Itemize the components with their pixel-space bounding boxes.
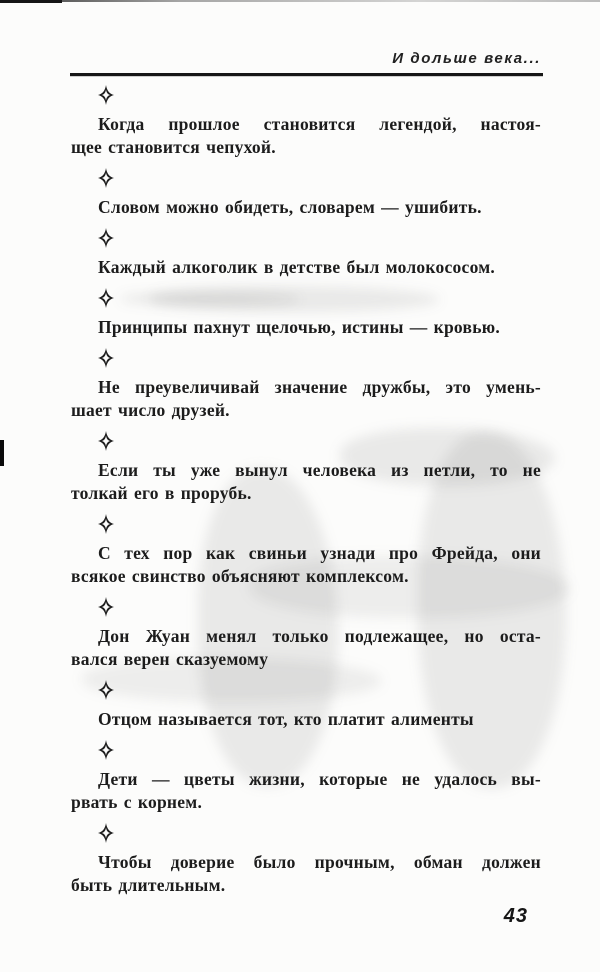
- aphorism-line: Не преувеличивай значение дружбы, это умень-: [98, 377, 541, 397]
- four-pointed-star-icon: [98, 168, 114, 188]
- separator: [98, 597, 541, 617]
- scan-left-edge-artifact: [0, 440, 4, 466]
- four-pointed-star-icon: [98, 597, 114, 617]
- page-number: 43: [503, 905, 528, 927]
- aphorism-text: [71, 768, 541, 814]
- aphorism-line: всякое свинство объясняют комплексом.: [71, 566, 409, 586]
- aphorism-text: [71, 851, 541, 897]
- aphorism-block: [71, 597, 541, 671]
- aphorism-text: [71, 376, 541, 422]
- aphorism-line: Отцом называется тот, кто платит алименты: [98, 709, 474, 729]
- aphorism-block: [71, 740, 541, 814]
- four-pointed-star-icon: [98, 85, 114, 105]
- four-pointed-star-icon: [98, 288, 114, 308]
- separator: [98, 823, 541, 843]
- separator: [98, 740, 541, 760]
- aphorism-line: С тех пор как свиньи узнади про Фрейда, они: [98, 543, 541, 563]
- separator: [98, 514, 541, 534]
- aphorism-block: [71, 228, 541, 279]
- four-pointed-star-icon: [98, 514, 114, 534]
- separator: [98, 168, 541, 188]
- four-pointed-star-icon: [98, 228, 114, 248]
- aphorism-line: Словом можно обидеть, словарем — ушибить.: [98, 197, 482, 217]
- aphorism-text: [71, 196, 541, 219]
- separator: [98, 348, 541, 368]
- aphorism-line: шает число друзей.: [71, 400, 230, 420]
- aphorism-block: [71, 288, 541, 339]
- separator: [98, 680, 541, 700]
- aphorism-block: [71, 168, 541, 219]
- four-pointed-star-icon: [98, 680, 114, 700]
- four-pointed-star-icon: [98, 740, 114, 760]
- aphorism-block: [71, 85, 541, 159]
- aphorism-line: щее становится чепухой.: [71, 137, 276, 157]
- separator: [98, 288, 541, 308]
- separator: [98, 228, 541, 248]
- aphorism-line: Если ты уже вынул человека из петли, то не: [98, 460, 541, 480]
- aphorism-line: быть длительным.: [71, 875, 226, 895]
- aphorism-line: Каждый алкоголик в детстве был молокососом.: [98, 257, 496, 277]
- aphorism-text: [71, 542, 541, 588]
- aphorism-line: рвать с корнем.: [71, 792, 203, 812]
- aphorism-text: [71, 459, 541, 505]
- aphorism-list: [71, 85, 541, 897]
- four-pointed-star-icon: [98, 431, 114, 451]
- aphorism-text: [71, 316, 541, 339]
- aphorism-line: Чтобы доверие было прочным, обман должен: [98, 852, 541, 872]
- aphorism-line: вался верен сказуемому: [71, 649, 269, 669]
- separator: [98, 431, 541, 451]
- aphorism-block: [71, 514, 541, 588]
- four-pointed-star-icon: [98, 823, 114, 843]
- aphorism-text: [71, 256, 541, 279]
- aphorism-block: [71, 348, 541, 422]
- aphorism-line: Дети — цветы жизни, которые не удалось вы-: [98, 769, 541, 789]
- aphorism-line: Когда прошлое становится легендой, настоя-: [98, 114, 541, 134]
- aphorism-block: [71, 823, 541, 897]
- aphorism-text: [71, 113, 541, 159]
- running-header: И дольше века...: [392, 50, 541, 67]
- aphorism-line: Дон Жуан менял только подлежащее, но оста-: [98, 626, 541, 646]
- separator: [98, 85, 541, 105]
- aphorism-line: толкай его в прорубь.: [71, 483, 252, 503]
- aphorism-text: [71, 708, 541, 731]
- aphorism-text: [71, 625, 541, 671]
- header-rule: [70, 73, 543, 76]
- aphorism-block: [71, 680, 541, 731]
- aphorism-block: [71, 431, 541, 505]
- four-pointed-star-icon: [98, 348, 114, 368]
- aphorism-line: Принципы пахнут щелочью, истины — кровью.: [98, 317, 500, 337]
